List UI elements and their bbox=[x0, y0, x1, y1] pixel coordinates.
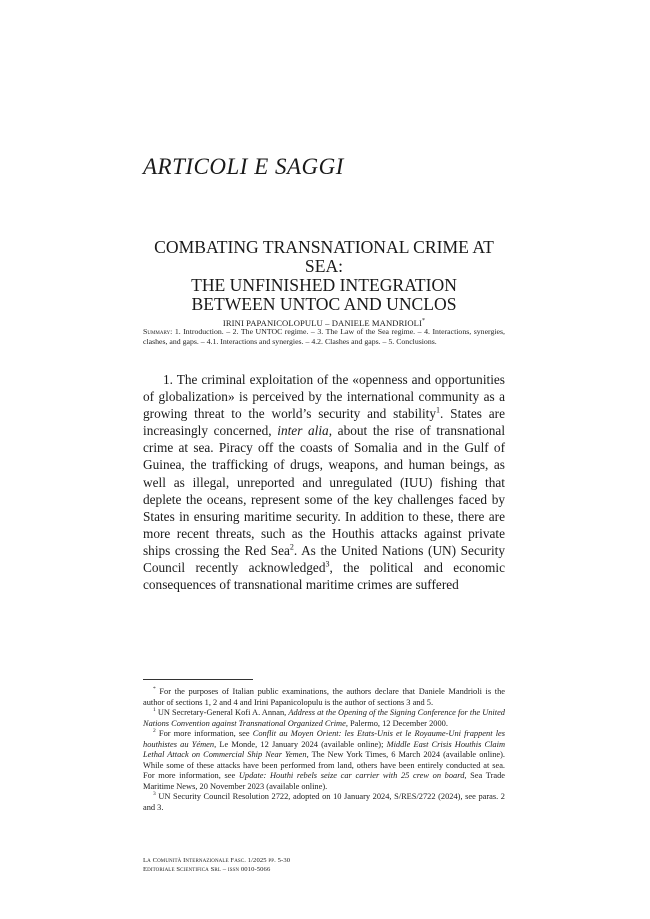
article-title bbox=[143, 238, 505, 314]
footnote-2-italic-1: Conflit au Moyen Orient: les Etats-Unis et le Royaume-Uni frappent les houthistes au Yémen bbox=[143, 729, 505, 749]
summary-label: Summary: bbox=[143, 327, 173, 336]
footnote-2-text-b: , Le Monde, 12 January 2024 (available online); bbox=[214, 739, 387, 749]
footnote-2 bbox=[143, 729, 505, 792]
footnote-2-italic-2: Middle East Crisis Houthis Claim Lethal Attack on Commercial Ship Near Yemen bbox=[143, 739, 505, 759]
footnote-1-italic: Address at the Opening of the Signing Conference for the United Nations Convention against Transnational Organized Crime bbox=[143, 708, 505, 728]
footnote-2-text-d: , Sea Trade Maritime News, 20 November 2023 (available online). bbox=[143, 771, 505, 791]
footnote-1-mark: 1 bbox=[153, 707, 156, 714]
article-title-line-3: BETWEEN UNTOC AND UNCLOS bbox=[191, 294, 457, 314]
body-text-d: . As the United Nations (UN) Security Council recently acknowledged bbox=[143, 542, 505, 576]
footnote-2-text-a: For more information, see bbox=[155, 729, 253, 738]
section-title: ARTICOLI E SAGGI bbox=[143, 154, 344, 179]
summary bbox=[143, 327, 505, 347]
body-paragraph bbox=[143, 371, 505, 593]
body-text-c: , about the rise of transnational crime at sea. Piracy off the coasts of Somalia and in the Gulf of Guinea, the trafficking of drugs, weapons, and human beings, as well as illegal, unreported and unregulated (IUU) fishing that deplete the oceans, represent some of the key challenges faced by States in ensuring maritime security. In addition to these, there are more recent threats, such as the Houthis attacks against private ships crossing the Red Sea bbox=[143, 423, 506, 558]
footnote-1 bbox=[143, 708, 505, 729]
body-text-a: 1. The criminal exploitation of the «openness and opportunities of globalization» is perceived by the international community as a growing threat to the world’s security and stability bbox=[143, 372, 505, 422]
footnote-ref-1[interactable]: 1 bbox=[436, 405, 441, 415]
footnote-star bbox=[143, 687, 505, 708]
footnote-ref-3[interactable]: 3 bbox=[325, 559, 330, 569]
colophon-publisher: Editoriale Scientifica Srl – issn 0010-5066 bbox=[143, 865, 271, 873]
body-text-e: , the political and economic consequences of transnational maritime crimes are suffered bbox=[143, 560, 505, 593]
footnote-2-italic-3: Update: Houthi rebels seize car carrier with 25 crew on board bbox=[238, 771, 465, 780]
footnotes bbox=[143, 687, 505, 813]
author-names: IRINI PAPANICOLOPULU – DANIELE MANDRIOLI bbox=[222, 318, 422, 328]
footnote-star-mark: * bbox=[153, 686, 156, 693]
footnote-2-mark: 2 bbox=[153, 728, 156, 735]
footnote-rule bbox=[143, 679, 253, 680]
colophon bbox=[143, 857, 505, 874]
footnote-1-text-a: UN Secretary-General Kofi A. Annan, bbox=[155, 708, 289, 717]
summary-text: 1. Introduction. – 2. The UNTOC regime. – 3. The Law of the Sea regime. – 4. Interactions, synergies, clashes, and gaps. – 4.1. Interactions and synergies. – 4.2. Clashes and gaps. – 5. Conclusions. bbox=[143, 327, 505, 346]
footnote-3-mark: 3 bbox=[153, 791, 156, 798]
footnote-ref-2[interactable]: 2 bbox=[289, 542, 294, 552]
footnote-3-text: UN Security Council Resolution 2722, adopted on 10 January 2024, S/RES/2722 (2024), see paras. 2 and 3. bbox=[143, 792, 505, 812]
authors-footnote-mark: * bbox=[422, 318, 426, 325]
footnote-star-text: For the purposes of Italian public examinations, the authors declare that Daniele Mandrioli is the author of sections 1, 2 and 4 and Irini Papanicolopulu is the author of sections 3 and 5. bbox=[143, 687, 505, 707]
article-title-line-1: COMBATING TRANSNATIONAL CRIME AT SEA: bbox=[154, 237, 494, 276]
article-title-line-2: THE UNFINISHED INTEGRATION bbox=[191, 275, 457, 295]
footnote-3 bbox=[143, 792, 505, 813]
footnote-2-text-c: , The New York Times, 6 March 2024 (available online). While some of these attacks have been performed from land, others have been entirely conducted at sea. For more information, see bbox=[143, 750, 506, 780]
colophon-journal: La Comunità Internazionale Fasc. 1/2025 pp. 5-30 bbox=[143, 857, 291, 864]
footnote-1-text-b: , Palermo, 12 December 2000. bbox=[345, 718, 448, 728]
body-text-b: . States are increasingly concerned, bbox=[143, 406, 505, 439]
body-text-inter-alia: inter alia bbox=[277, 423, 329, 439]
